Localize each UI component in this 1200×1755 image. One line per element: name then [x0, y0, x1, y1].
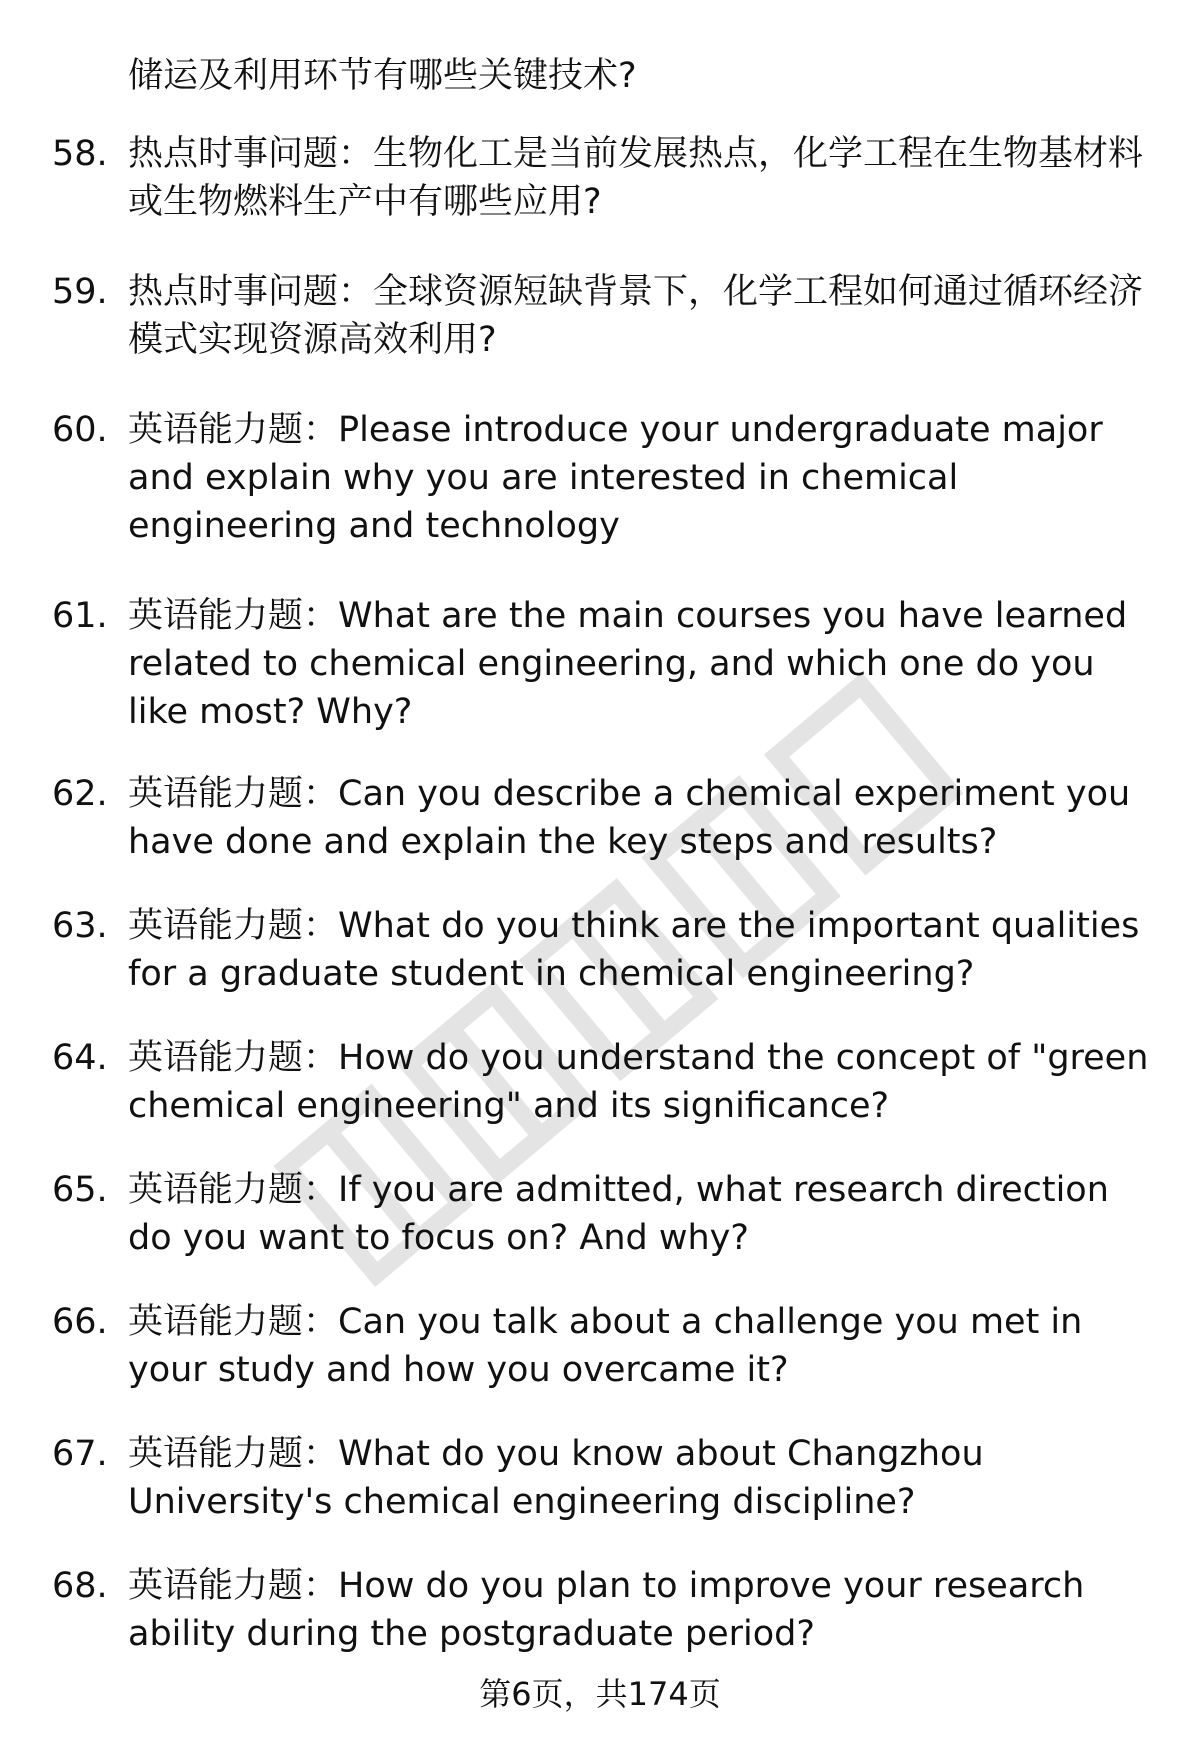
question-item [52, 902, 1162, 998]
question-text: 英语能力题：Can you talk about a challenge you met in your study and how you overcame it? [128, 1302, 1083, 1390]
question-item [52, 770, 1162, 866]
question-text: 英语能力题：If you are admitted, what research direction do you want to focus on? And why? [128, 1170, 1109, 1258]
question-number: 66. [52, 1302, 108, 1342]
question-item [52, 268, 1162, 364]
question-item [52, 1166, 1162, 1262]
question-text: 热点时事问题：全球资源短缺背景下，化学工程如何通过循环经济模式实现资源高效利用? [128, 272, 1144, 360]
question-item [52, 1298, 1162, 1394]
question-number: 67. [52, 1434, 108, 1474]
question-number: 68. [52, 1566, 108, 1606]
question-number: 58. [52, 134, 108, 174]
page-footer: 第6页，共174页 [479, 1675, 721, 1713]
question-text: 英语能力题：How do you plan to improve your research ability during the postgraduate period? [128, 1566, 1085, 1654]
question-number: 60. [52, 410, 108, 450]
continuation-text: 储运及利用环节有哪些关键技术? [128, 56, 637, 96]
question-text: 英语能力题：Can you describe a chemical experiment you have done and explain the key steps and results? [128, 774, 1131, 862]
question-item [52, 592, 1162, 736]
question-number: 64. [52, 1038, 108, 1078]
question-text: 热点时事问题：生物化工是当前发展热点，化学工程在生物基材料或生物燃料生产中有哪些应用? [128, 134, 1144, 222]
question-text: 英语能力题：What are the main courses you have learned related to chemical engineering, and which one do you like most? Why? [128, 596, 1128, 732]
question-number: 62. [52, 774, 108, 814]
question-item [52, 1430, 1162, 1526]
question-text: 英语能力题：What do you know about Changzhou University's chemical engineering discipline? [128, 1434, 984, 1522]
question-text: 英语能力题：Please introduce your undergraduate major and explain why you are interested in chemical engineering and technology [128, 410, 1103, 546]
question-number: 59. [52, 272, 108, 312]
question-item [52, 1562, 1162, 1658]
question-item [52, 1034, 1162, 1130]
question-item [52, 406, 1162, 550]
question-number: 65. [52, 1170, 108, 1210]
question-item [52, 130, 1162, 226]
question-number: 63. [52, 906, 108, 946]
question-text: 英语能力题：What do you think are the important qualities for a graduate student in chemical engineering? [128, 906, 1140, 994]
question-number: 61. [52, 596, 108, 636]
question-text: 英语能力题：How do you understand the concept of "green chemical engineering" and its significance? [128, 1038, 1149, 1126]
